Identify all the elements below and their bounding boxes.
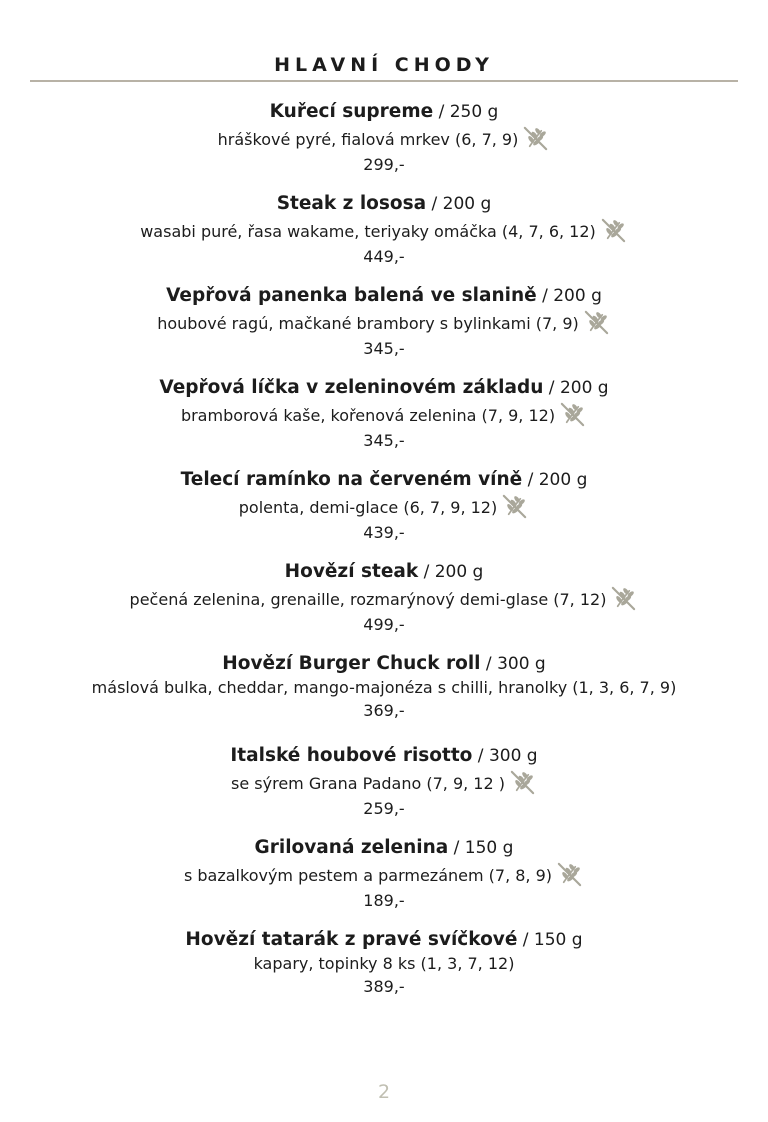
dish-description: máslová bulka, cheddar, mango-majonéza s chilli, hranolky (1, 3, 6, 7, 9) [91, 678, 677, 697]
dish-description: hráškové pyré, fialová mrkev (6, 7, 9) [217, 130, 519, 149]
dish-description: bramborová kaše, kořenová zelenina (7, 9, 12) [180, 406, 556, 425]
dish-name: Hovězí steak [284, 561, 419, 582]
dish-price: 299,- [363, 155, 405, 174]
gluten-free-icon [609, 584, 638, 613]
menu-item [0, 836, 768, 928]
dish-weight: / 250 g [433, 102, 499, 122]
dish-price: 259,- [363, 799, 405, 818]
dish-name: Vepřová panenka balená ve slanině [166, 285, 537, 306]
page-title: HLAVNÍ CHODY [274, 54, 494, 76]
dish-weight: / 200 g [418, 562, 484, 582]
dish-price: 345,- [363, 431, 405, 450]
dish-price: 189,- [363, 891, 405, 910]
menu-item [0, 744, 768, 836]
dish-description: wasabi puré, řasa wakame, teriyaky omáčka (4, 7, 6, 12) [140, 222, 596, 241]
dish-description: houbové ragú, mačkané brambory s bylinkami (7, 9) [157, 314, 579, 333]
dish-description: pečená zelenina, grenaille, rozmarýnový demi-glase (7, 12) [129, 590, 607, 609]
menu-item [0, 192, 768, 284]
gluten-free-icon [500, 492, 529, 521]
dish-name: Italské houbové risotto [230, 745, 473, 766]
dish-price: 499,- [363, 615, 405, 634]
dish-name: Hovězí Burger Chuck roll [222, 653, 481, 674]
menu-item [0, 928, 768, 1020]
menu-item [0, 376, 768, 468]
gluten-free-icon [558, 400, 587, 429]
dish-description: kapary, topinky 8 ks (1, 3, 7, 12) [253, 954, 515, 973]
dish-name: Kuřecí supreme [269, 101, 434, 122]
dish-weight: / 300 g [480, 654, 546, 674]
dish-price: 369,- [363, 701, 405, 720]
title-divider [30, 80, 738, 82]
dish-weight: / 200 g [522, 470, 588, 490]
dish-weight: / 200 g [536, 286, 602, 306]
dish-name: Grilovaná zelenina [254, 837, 449, 858]
menu-item [0, 468, 768, 560]
dish-weight: / 150 g [517, 930, 583, 950]
dish-description: se sýrem Grana Padano (7, 9, 12 ) [231, 774, 505, 793]
dish-weight: / 150 g [448, 838, 514, 858]
dish-list [0, 100, 768, 1020]
dish-name: Telecí ramínko na červeném víně [180, 469, 523, 490]
dish-price: 439,- [363, 523, 405, 542]
dish-price: 449,- [363, 247, 405, 266]
menu-item [0, 284, 768, 376]
dish-description: s bazalkovým pestem a parmezánem (7, 8, 9) [183, 866, 553, 885]
dish-name: Vepřová líčka v zeleninovém základu [159, 377, 544, 398]
dish-weight: / 200 g [543, 378, 609, 398]
dish-price: 389,- [363, 977, 405, 996]
page-number: 2 [377, 1081, 391, 1103]
menu-item [0, 560, 768, 652]
dish-name: Steak z lososa [276, 193, 427, 214]
dish-weight: / 300 g [472, 746, 538, 766]
gluten-free-icon [508, 768, 537, 797]
dish-weight: / 200 g [426, 194, 492, 214]
gluten-free-icon [599, 216, 628, 245]
menu-item [0, 652, 768, 744]
menu-item [0, 100, 768, 192]
gluten-free-icon [555, 860, 584, 889]
gluten-free-icon [521, 124, 550, 153]
dish-name: Hovězí tatarák z pravé svíčkové [185, 929, 518, 950]
dish-price: 345,- [363, 339, 405, 358]
gluten-free-icon [582, 308, 611, 337]
dish-description: polenta, demi-glace (6, 7, 9, 12) [238, 498, 498, 517]
